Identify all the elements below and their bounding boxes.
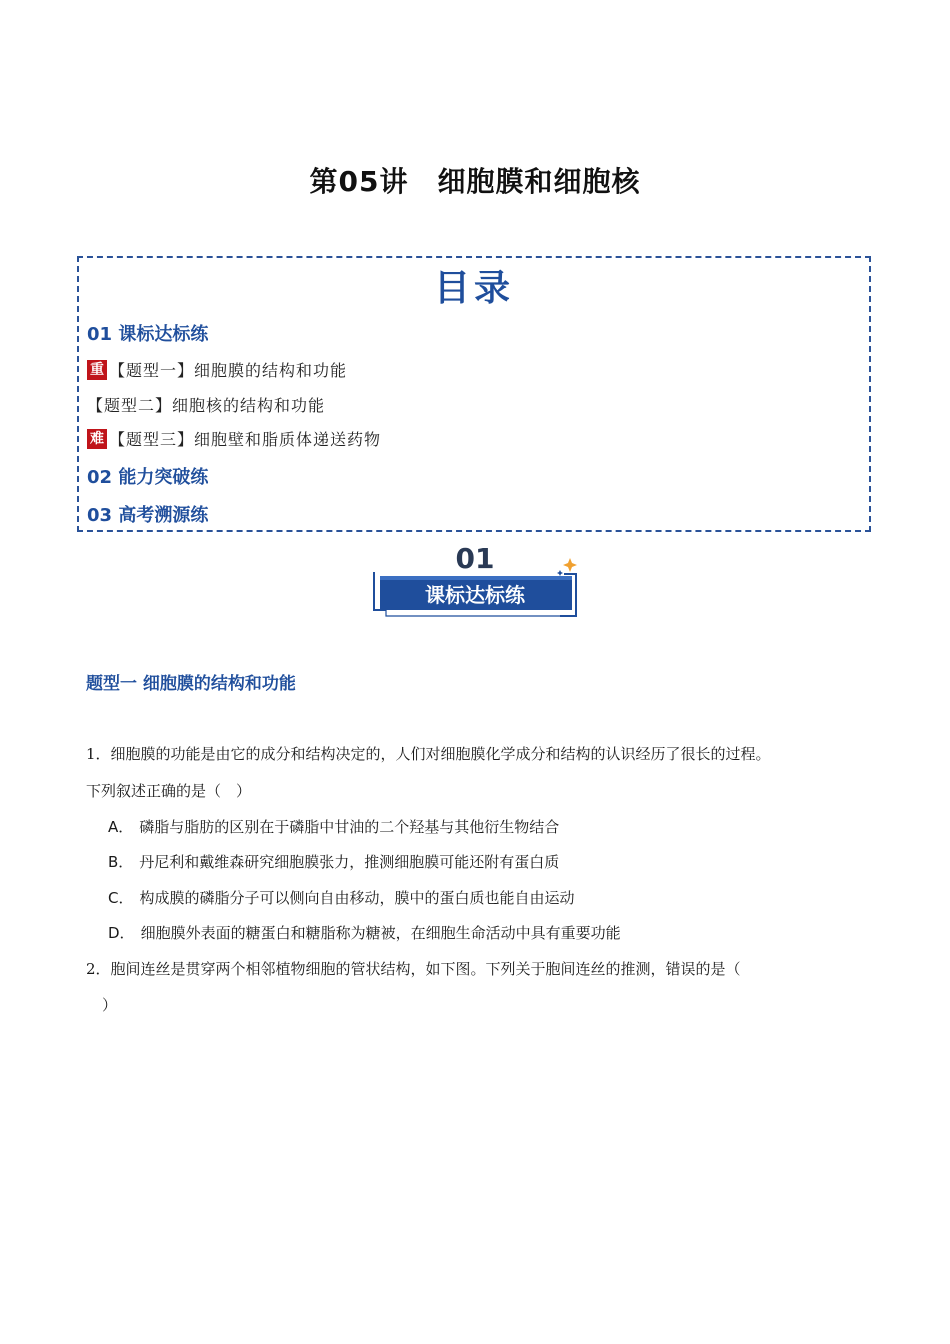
toc-subitem-label: 【题型一】细胞膜的结构和功能 xyxy=(109,361,348,380)
banner-label: 课标达标练 xyxy=(425,583,525,607)
toc-item-02[interactable]: 02 能力突破练 xyxy=(87,467,209,488)
question-1-option-c[interactable]: C． 构成膜的磷脂分子可以侧向自由移动，膜中的蛋白质也能自由运动 xyxy=(108,889,575,907)
toc-heading: 目录 xyxy=(433,268,514,309)
question-1-option-a[interactable]: A． 磷脂与脂肪的区别在于磷脂中甘油的二个羟基与其他衍生物结合 xyxy=(108,818,560,836)
question-2-stem-cont: ） xyxy=(102,996,118,1014)
hard-badge: 难 xyxy=(87,429,107,449)
section-banner xyxy=(370,544,580,620)
banner-number: 01 xyxy=(455,544,495,575)
question-1-option-b[interactable]: B． 丹尼利和戴维森研究细胞膜张力，推测细胞膜可能还附有蛋白质 xyxy=(108,853,560,871)
toc-item-01[interactable]: 01 课标达标练 xyxy=(87,324,209,345)
question-1-option-d[interactable]: D． 细胞膜外表面的糖蛋白和糖脂称为糖被，在细胞生命活动中具有重要功能 xyxy=(108,924,621,942)
question-1-stem-cont: 下列叙述正确的是（ ） xyxy=(86,782,252,800)
toc-subitem-1[interactable] xyxy=(87,358,347,381)
toc-item-03[interactable]: 03 高考溯源练 xyxy=(87,505,209,526)
section-title: 题型一 细胞膜的结构和功能 xyxy=(86,674,296,694)
toc-subitem-label: 【题型三】细胞壁和脂质体递送药物 xyxy=(109,430,382,449)
toc-subitem-label: 【题型二】细胞核的结构和功能 xyxy=(87,396,326,415)
key-badge: 重 xyxy=(87,360,107,380)
table-of-contents xyxy=(77,256,871,532)
sparkle-icon xyxy=(563,558,577,572)
sparkle-small-icon xyxy=(557,570,563,576)
page-title: 第05讲 细胞膜和细胞核 xyxy=(309,165,641,198)
question-1-stem: 1．细胞膜的功能是由它的成分和结构决定的，人们对细胞膜化学成分和结构的认识经历了很长的过程。 xyxy=(86,745,771,763)
toc-subitem-2[interactable] xyxy=(87,393,325,416)
toc-subitem-3[interactable] xyxy=(87,427,381,450)
question-2-stem: 2．胞间连丝是贯穿两个相邻植物细胞的管状结构，如下图。下列关于胞间连丝的推测，错误的是（ xyxy=(86,960,741,978)
